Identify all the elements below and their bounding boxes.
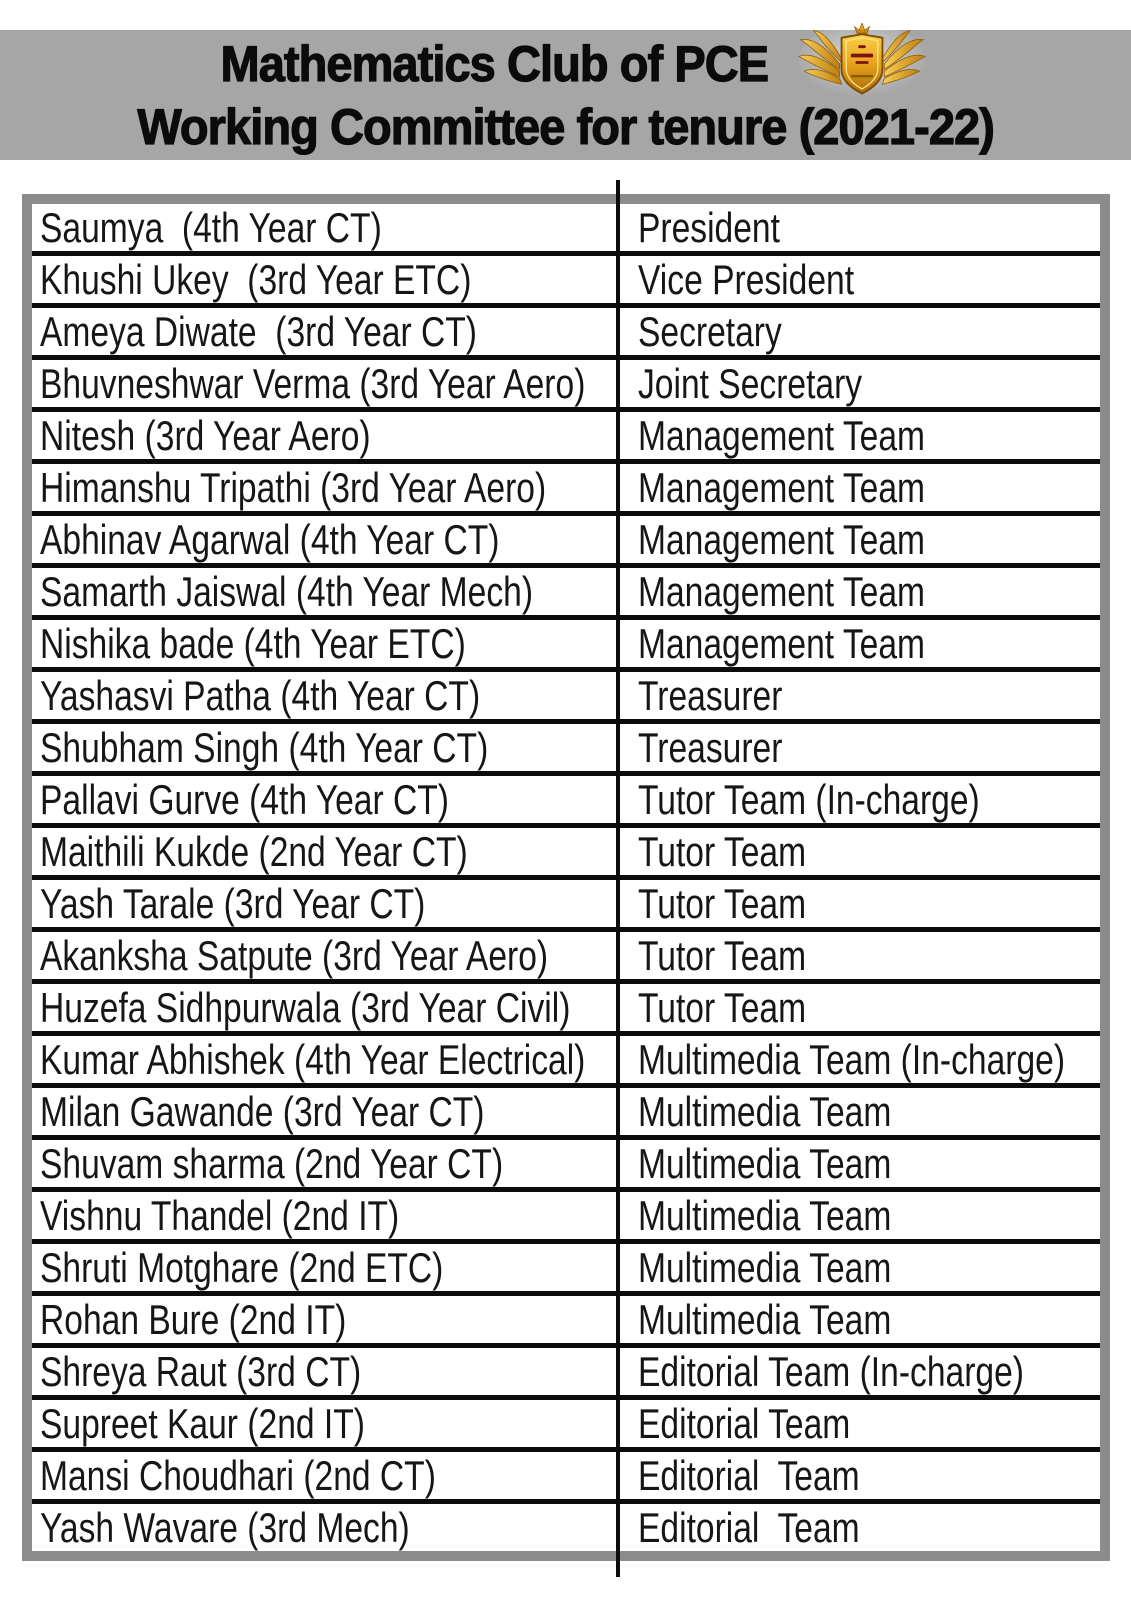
member-name-cell [32,828,616,875]
member-name-text: Milan Gawande (3rd Year CT) [40,1088,485,1135]
member-role-cell [616,1452,1100,1499]
member-role-cell [616,620,1100,667]
member-role-text: Multimedia Team [638,1244,892,1291]
table-row [32,1140,1100,1192]
member-name-cell [32,1140,616,1187]
member-role-text: Tutor Team [638,880,807,927]
member-role-cell [616,464,1100,511]
member-name-text: Maithili Kukde (2nd Year CT) [40,828,468,875]
member-role-cell [616,776,1100,823]
member-role-text: Vice President [638,256,855,303]
member-name-text: Huzefa Sidhpurwala (3rd Year Civil) [40,984,571,1031]
table-row [32,412,1100,464]
member-name-text: Bhuvneshwar Verma (3rd Year Aero) [40,360,586,407]
member-role-cell [616,1088,1100,1135]
member-name-text: Nitesh (3rd Year Aero) [40,412,371,459]
member-role-cell [616,1036,1100,1083]
member-role-text: Editorial Team (In-charge) [638,1348,1024,1395]
member-name-cell [32,724,616,771]
table-row [32,1192,1100,1244]
member-role-text: Management Team [638,620,926,667]
member-name-text: Yashasvi Patha (4th Year CT) [40,672,481,719]
member-name-cell [32,1348,616,1395]
table-row [32,1504,1100,1551]
member-name-cell [32,308,616,355]
member-name-cell [32,1192,616,1239]
table-row [32,880,1100,932]
member-name-cell [32,412,616,459]
member-name-text: Abhinav Agarwal (4th Year CT) [40,516,500,563]
member-name-cell [32,672,616,719]
member-role-text: Management Team [638,464,926,511]
table-row [32,828,1100,880]
member-name-text: Supreet Kaur (2nd IT) [40,1400,365,1447]
member-role-cell [616,204,1100,251]
title-row-2 [110,95,1021,159]
member-role-cell [616,932,1100,979]
committee-table-body [32,204,1100,1551]
member-name-cell [32,1296,616,1343]
member-role-cell [616,1348,1100,1395]
table-row [32,256,1100,308]
table-row [32,204,1100,256]
member-role-text: Tutor Team [638,984,807,1031]
member-name-text: Himanshu Tripathi (3rd Year Aero) [40,464,547,511]
table-row [32,360,1100,412]
table-row [32,516,1100,568]
member-role-cell [616,412,1100,459]
member-role-cell [616,308,1100,355]
member-name-cell [32,932,616,979]
member-name-text: Yash Wavare (3rd Mech) [40,1504,410,1551]
member-role-text: Management Team [638,412,926,459]
member-role-cell [616,724,1100,771]
member-name-text: Vishnu Thandel (2nd IT) [40,1192,400,1239]
member-name-cell [32,880,616,927]
table-row [32,1244,1100,1296]
table-row [32,932,1100,984]
member-role-text: Tutor Team (In-charge) [638,776,980,823]
member-role-cell [616,516,1100,563]
table-row [32,1088,1100,1140]
member-role-cell [616,1192,1100,1239]
member-role-cell [616,1244,1100,1291]
member-name-cell [32,620,616,667]
member-role-text: Editorial Team [638,1452,860,1499]
table-row [32,1348,1100,1400]
member-name-text: Akanksha Satpute (3rd Year Aero) [40,932,549,979]
member-name-cell [32,1504,616,1551]
member-role-cell [616,984,1100,1031]
member-role-text: Tutor Team [638,828,807,875]
member-name-cell [32,776,616,823]
member-role-text: Treasurer [638,724,783,771]
member-name-text: Samarth Jaiswal (4th Year Mech) [40,568,534,615]
member-name-text: Saumya (4th Year CT) [40,204,382,251]
member-role-text: Treasurer [638,672,783,719]
table-row [32,724,1100,776]
member-name-cell [32,360,616,407]
page-title-line1: Mathematics Club of PCE [220,36,769,92]
member-role-cell [616,360,1100,407]
member-name-text: Rohan Bure (2nd IT) [40,1296,347,1343]
member-name-text: Shruti Motghare (2nd ETC) [40,1244,444,1291]
member-role-cell [616,568,1100,615]
member-name-cell [32,568,616,615]
member-role-cell [616,1504,1100,1551]
member-role-cell [616,880,1100,927]
member-name-cell [32,516,616,563]
member-name-text: Shreya Raut (3rd CT) [40,1348,362,1395]
table-row [32,568,1100,620]
table-row [32,1036,1100,1088]
member-role-text: Editorial Team [638,1400,851,1447]
member-role-cell [616,1140,1100,1187]
table-row [32,1296,1100,1348]
table-row [32,1452,1100,1504]
table-row [32,464,1100,516]
table-row [32,1400,1100,1452]
member-role-text: Management Team [638,516,926,563]
member-role-cell [616,828,1100,875]
member-role-text: Multimedia Team [638,1140,892,1187]
member-role-text: President [638,204,780,251]
member-name-text: Kumar Abhishek (4th Year Electrical) [40,1036,586,1083]
table-row [32,776,1100,828]
header-banner [0,30,1131,160]
member-role-cell [616,1296,1100,1343]
member-role-text: Editorial Team [638,1504,860,1551]
member-role-text: Joint Secretary [638,360,863,407]
member-name-cell [32,1400,616,1447]
member-name-cell [32,1088,616,1135]
member-role-cell [616,256,1100,303]
member-name-text: Khushi Ukey (3rd Year ETC) [40,256,472,303]
member-role-text: Tutor Team [638,932,807,979]
member-name-cell [32,1244,616,1291]
member-name-text: Nishika bade (4th Year ETC) [40,620,466,667]
member-role-text: Multimedia Team [638,1296,892,1343]
table-row [32,308,1100,360]
member-name-cell [32,984,616,1031]
member-role-cell [616,672,1100,719]
member-name-cell [32,1452,616,1499]
member-role-cell [616,1400,1100,1447]
member-name-cell [32,256,616,303]
table-row [32,620,1100,672]
member-name-cell [32,204,616,251]
table-row [32,984,1100,1036]
member-role-text: Multimedia Team (In-charge) [638,1036,1066,1083]
member-name-text: Ameya Diwate (3rd Year CT) [40,308,477,355]
title-row [203,33,928,95]
column-divider-rule [616,180,620,1577]
member-name-text: Yash Tarale (3rd Year CT) [40,880,426,927]
table-row [32,672,1100,724]
page-title-line2: Working Committee for tenure (2021-22) [137,99,994,155]
club-crest-winged-shield-icon [796,23,928,101]
member-name-text: Mansi Choudhari (2nd CT) [40,1452,436,1499]
member-role-text: Multimedia Team [638,1192,892,1239]
member-name-cell [32,1036,616,1083]
member-name-text: Shuvam sharma (2nd Year CT) [40,1140,504,1187]
member-role-text: Multimedia Team [638,1088,892,1135]
member-role-text: Secretary [638,308,782,355]
committee-table [22,194,1110,1561]
member-name-text: Shubham Singh (4th Year CT) [40,724,489,771]
member-role-text: Management Team [638,568,926,615]
member-name-cell [32,464,616,511]
member-name-text: Pallavi Gurve (4th Year CT) [40,776,449,823]
